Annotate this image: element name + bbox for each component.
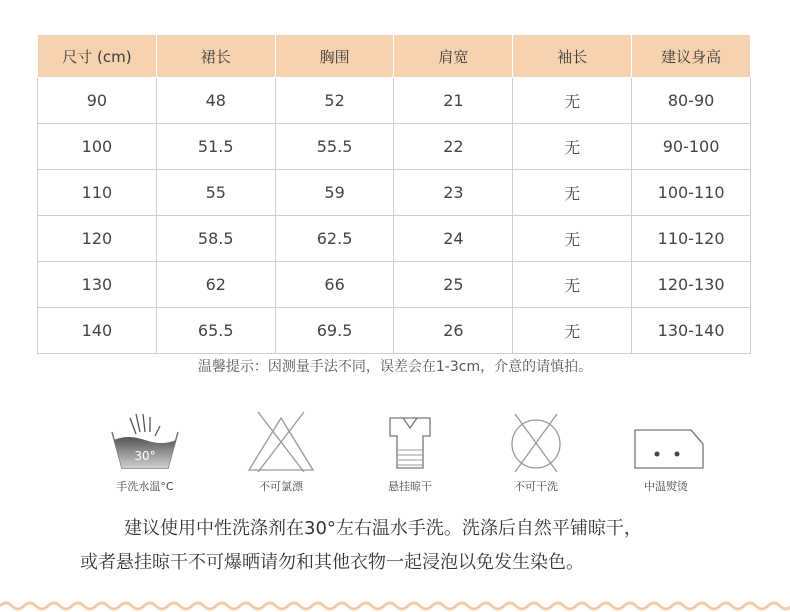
table-cell: 25 <box>394 262 513 308</box>
decorative-wave-border <box>0 598 790 612</box>
table-row <box>38 170 751 216</box>
table-cell: 66 <box>275 262 394 308</box>
table-cell: 无 <box>513 170 632 216</box>
care-note-line: 建议使用中性洗涤剂在30°左右温水手洗。洗涤后自然平铺晾干， <box>124 518 642 539</box>
table-cell: 59 <box>275 170 394 216</box>
care-instructions <box>80 512 740 580</box>
table-cell: 无 <box>513 78 632 124</box>
table-row <box>38 78 751 124</box>
header-sleeve: 袖长 <box>513 35 632 78</box>
wash-temperature: 30° <box>134 449 156 463</box>
care-no-bleach <box>221 410 341 494</box>
table-cell: 80-90 <box>632 78 751 124</box>
table-cell: 110 <box>38 170 157 216</box>
iron-medium-icon <box>621 410 711 472</box>
table-row <box>38 124 751 170</box>
table-header-row <box>38 35 751 78</box>
table-cell: 120 <box>38 216 157 262</box>
table-cell: 无 <box>513 124 632 170</box>
table-cell: 69.5 <box>275 308 394 354</box>
care-label: 中温熨烫 <box>644 480 688 493</box>
table-cell: 62 <box>156 262 275 308</box>
measurement-tip: 温馨提示：因测量手法不同，误差会在1-3cm，介意的请慎拍。 <box>197 359 593 375</box>
size-table <box>37 34 751 354</box>
header-shoulder: 肩宽 <box>394 35 513 78</box>
table-cell: 130 <box>38 262 157 308</box>
table-cell: 65.5 <box>156 308 275 354</box>
table-cell: 62.5 <box>275 216 394 262</box>
no-dry-clean-icon <box>491 410 581 472</box>
table-cell: 90 <box>38 78 157 124</box>
table-cell: 130-140 <box>632 308 751 354</box>
table-cell: 无 <box>513 262 632 308</box>
table-cell: 24 <box>394 216 513 262</box>
table-cell: 21 <box>394 78 513 124</box>
table-cell: 23 <box>394 170 513 216</box>
hand-wash-icon <box>100 410 190 472</box>
table-cell: 51.5 <box>156 124 275 170</box>
table-cell: 48 <box>156 78 275 124</box>
table-cell: 55.5 <box>275 124 394 170</box>
care-hang-dry <box>350 410 470 494</box>
table-cell: 58.5 <box>156 216 275 262</box>
care-hand-wash <box>85 410 205 494</box>
care-no-dry-clean <box>476 410 596 494</box>
care-label: 不可氯漂 <box>259 480 303 493</box>
table-cell: 100 <box>38 124 157 170</box>
header-bust: 胸围 <box>275 35 394 78</box>
header-size: 尺寸 (cm) <box>38 35 157 78</box>
hang-dry-icon <box>365 410 455 472</box>
table-row <box>38 308 751 354</box>
table-cell: 无 <box>513 216 632 262</box>
table-cell: 140 <box>38 308 157 354</box>
care-label: 悬挂晾干 <box>388 480 432 493</box>
care-label: 手洗水温°C <box>116 480 174 493</box>
table-cell: 90-100 <box>632 124 751 170</box>
table-cell: 100-110 <box>632 170 751 216</box>
header-height: 建议身高 <box>632 35 751 78</box>
table-row <box>38 262 751 308</box>
care-label: 不可干洗 <box>514 480 558 493</box>
care-note-line: 或者悬挂晾干不可爆晒请勿和其他衣物一起浸泡以免发生染色。 <box>80 552 584 573</box>
table-cell: 22 <box>394 124 513 170</box>
table-cell: 无 <box>513 308 632 354</box>
table-cell: 52 <box>275 78 394 124</box>
table-cell: 26 <box>394 308 513 354</box>
table-cell: 110-120 <box>632 216 751 262</box>
header-length: 裙长 <box>156 35 275 78</box>
table-row <box>38 216 751 262</box>
table-cell: 120-130 <box>632 262 751 308</box>
care-iron-medium <box>606 410 726 494</box>
no-bleach-icon <box>236 410 326 472</box>
table-cell: 55 <box>156 170 275 216</box>
